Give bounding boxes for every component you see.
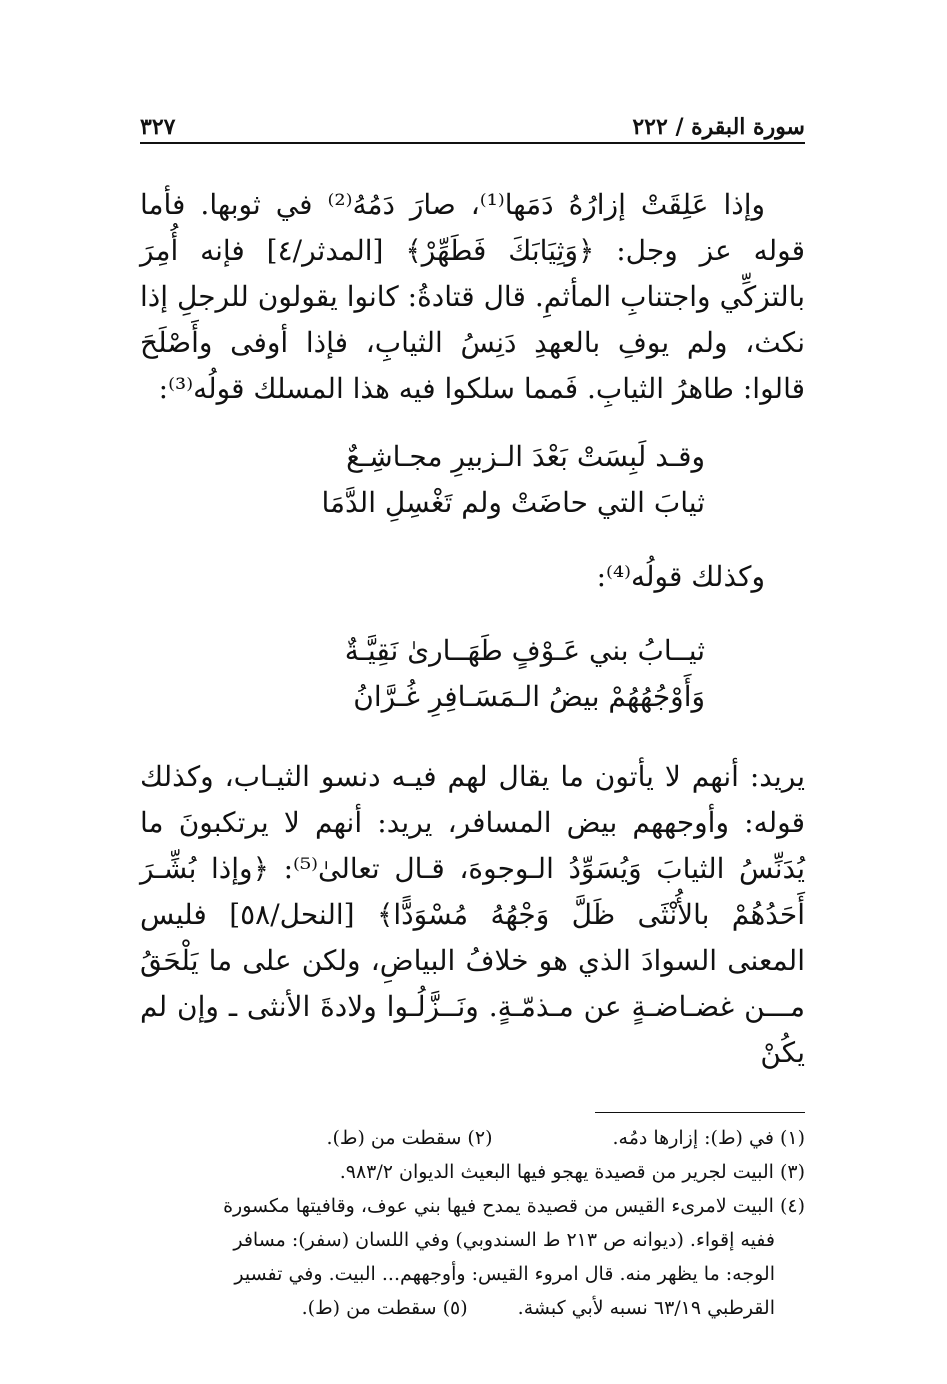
verse-2-line-2: وَأَوْجُهُهُمْ بيضُ الـمَسَـافِرِ غُـرَّانُ [353,680,705,713]
footnote-4-line-4: القرطبي ٦٣/١٩ نسبه لأبي كبشة. [517,1297,775,1319]
header-divider [140,142,805,144]
footnote-2: (٢) سقطت من (ط). [326,1127,493,1149]
verse-2-line-1: ثيــابُ بني عَـوْفٍ طَهَــارىٰ نَقِيَّـةٌ [344,634,705,667]
page-number: ٣٢٧ [140,114,176,140]
footnote-1: (١) في (ط): إزارها دمُه. [612,1127,805,1149]
book-page [140,100,805,1319]
chapter-title: سورة البقرة / ٢٢٢ [632,114,805,140]
footnote-divider [595,1112,805,1113]
footnote-4-line-1: (٤) البيت لامرىء القيس من قصيدة يمدح فيها بني عوف، وقافيتها مكسورة [223,1195,805,1217]
paragraph-1: وإذا عَلِقَتْ إزارُهُ دَمَها⁽¹⁾، صارَ دَمُهُ⁽²⁾ في ثوبها. فأما قوله عز وجل: ﴿وَثِيَابَكَ فَطَهِّرْ﴾ [المدثر/٤] فإنه أُمِرَ بالتزكِّي واجتنابِ المأثمِ. قال قتادةُ: كانوا يقولون للرجلِ إذا نكث، ولم يوفِ بالعهدِ دَنِسُ الثيابِ، فإذا أوفى وأَصْلَحَ قالوا: طاهرُ الثيابِ. فَمما سلكوا فيه هذا المسلك قولُه⁽³⁾: [140,188,805,405]
footnote-3: (٣) البيت لجرير من قصيدة يهجو فيها البعيث الديوان ٩٨٣/٢. [339,1161,805,1183]
footnote-row-1-2 [140,1121,805,1155]
footnotes [140,1121,805,1325]
footnote-5: (٥) سقطت من (ط). [301,1297,468,1319]
verse-2-intro: وكذلك قولُه⁽⁴⁾: [596,560,765,593]
paragraph-2: يريد: أنهم لا يأتون ما يقال لهم فيـه دنسو الثيـاب، وكذلك قوله: وأوجههم بيض المسافر، يريد: أنهم لا يرتكبونَ ما يُدَنِّسُ الثيابَ وَيُسَوِّدُ الـوجوهَ، قـال تعالىٰ⁽⁵⁾: ﴿وإذا بُشِّـرَ أَحَدُهُمْ بالأُنْثَى ظَلَّ وَجْهُهُ مُسْوَدًّا﴾ [النحل/٥٨] فليس المعنى السوادَ الذي هو خلافُ البياضِ، ولكن على ما يَلْحَقُ مـــن غضـاضـةٍ عن مـذمّـةٍ. ونَــزَّلُـوا ولادةَ الأنثى ـ وإن لم يكُنْ [140,760,805,1069]
running-header [140,100,805,140]
footnote-4-line-2: ففيه إقواء. (ديوانه ص ٢١٣ ط السندوبي) وفي اللسان (سفر): مسافر [233,1229,775,1251]
footnote-row-4-5 [140,1291,805,1325]
verse-1-line-1: وقـد لَبِسَتْ بَعْدَ الـزبيرِ مجـاشِـعٌ [346,440,705,473]
verse-1-line-2: ثيابَ التي حاضَتْ ولم تَغْسِلِ الدَّمَا [321,486,705,519]
footnote-4-line-3: الوجه: ما يظهر منه. قال امروء القيس: وأوجههم... البيت. وفي تفسير [234,1263,775,1285]
verse-block-1 [140,434,805,526]
verse-block-2 [140,628,805,720]
